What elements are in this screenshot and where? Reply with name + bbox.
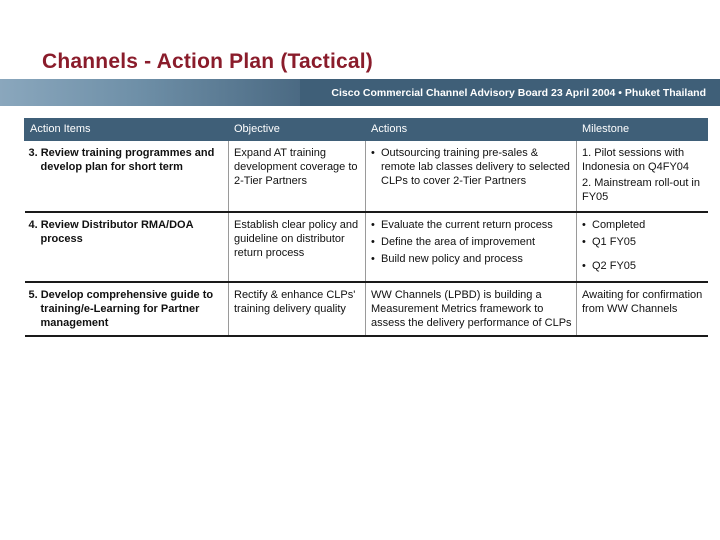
action-bullet: • Build new policy and process [371, 252, 572, 266]
action-item-cell: 4. Review Distributor RMA/DOA process [25, 212, 229, 282]
header-banner [0, 79, 720, 106]
banner-text: Cisco Commercial Channel Advisory Board 23 April 2004 • Phuket Thailand [331, 87, 706, 99]
milestone-cell [577, 212, 708, 282]
milestone-bullet: • Q1 FY05 [582, 235, 704, 249]
table-row [25, 141, 708, 213]
action-plan-table [24, 118, 708, 337]
actions-cell [366, 141, 577, 213]
objective-cell: Expand AT training development coverage to 2-Tier Partners [229, 141, 366, 213]
objective-cell: Rectify & enhance CLPs' training delivery quality [229, 282, 366, 336]
action-bullet: • Outsourcing training pre-sales & remote lab classes delivery to selected CLPs to cover 2-Tier Partners [371, 146, 572, 188]
header-milestone: Milestone [577, 119, 708, 141]
slide-title: Channels - Action Plan (Tactical) [42, 50, 373, 73]
action-bullet: • Define the area of improvement [371, 235, 572, 249]
milestone-line: 1. Pilot sessions with Indonesia on Q4FY04 [582, 147, 690, 173]
action-bullet: • Evaluate the current return process [371, 218, 572, 232]
milestone-line: 2. Mainstream roll-out in FY05 [582, 177, 700, 203]
header-action-items: Action Items [25, 119, 229, 141]
banner-gradient [0, 79, 300, 106]
actions-list [371, 146, 572, 188]
header-objective: Objective [229, 119, 366, 141]
objective-cell: Establish clear policy and guideline on distributor return process [229, 212, 366, 282]
table-header-row [25, 119, 708, 141]
milestone-cell [577, 141, 708, 213]
table-row [25, 212, 708, 282]
milestone-bullet: • Q2 FY05 [582, 259, 704, 273]
table-row [25, 282, 708, 336]
milestone-bullet: • Completed [582, 218, 704, 232]
milestone-cell: Awaiting for confirmation from WW Channels [577, 282, 708, 336]
milestone-list [582, 218, 704, 273]
actions-cell [366, 212, 577, 282]
action-item-cell: 5. Develop comprehensive guide to training/e-Learning for Partner management [25, 282, 229, 336]
actions-list [371, 218, 572, 266]
header-actions: Actions [366, 119, 577, 141]
actions-cell: WW Channels (LPBD) is building a Measurement Metrics framework to assess the delivery performance of CLPs [366, 282, 577, 336]
action-item-cell: 3. Review training programmes and develop plan for short term [25, 141, 229, 213]
